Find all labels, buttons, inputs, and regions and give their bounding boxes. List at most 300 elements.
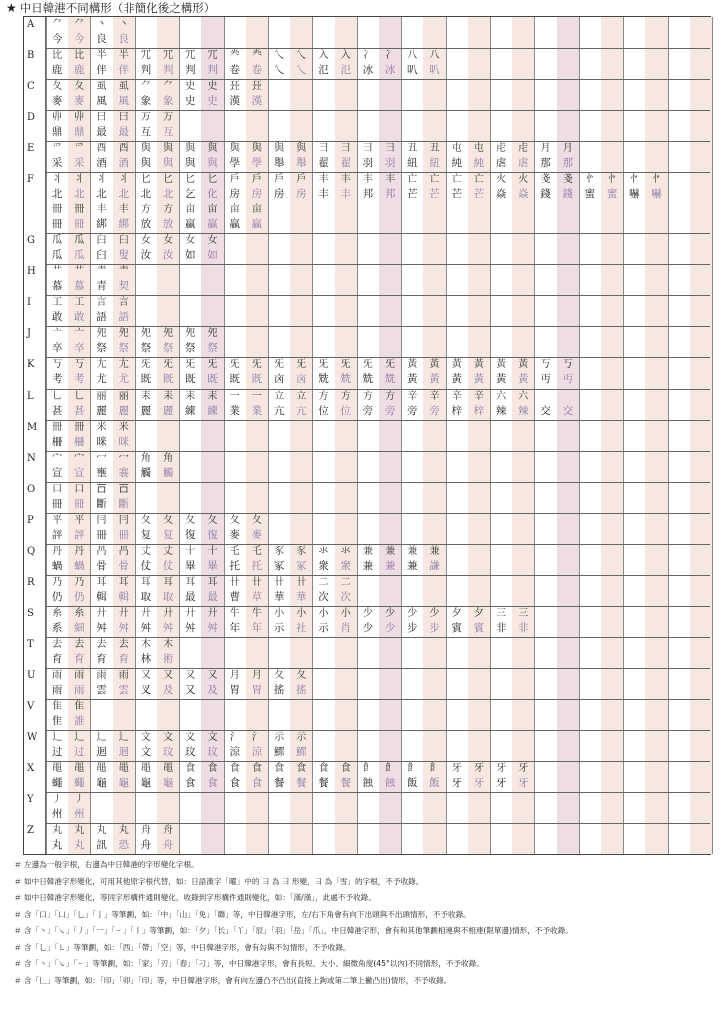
glyph-standard: 兟 <box>318 373 329 386</box>
glyph-variant: 㣺 <box>651 174 662 186</box>
glyph-standard: 黽 <box>52 762 63 774</box>
glyph-standard: 辣 <box>495 404 507 417</box>
glyph-standard: 入 <box>318 50 329 62</box>
glyph-standard: 旡 <box>140 359 151 371</box>
glyph-variant: 丱 <box>74 112 85 124</box>
glyph-standard: 瓜 <box>52 235 63 247</box>
glyph-standard: 嚇 <box>629 188 640 201</box>
glyph-standard: 匕 <box>140 174 151 186</box>
glyph-variant: 乀 <box>296 64 307 77</box>
glyph-standard: 丂 <box>52 359 63 371</box>
glyph-standard: 放 <box>140 218 152 231</box>
glyph-variant: 贏 <box>207 218 218 231</box>
glyph-standard: 丰 <box>318 188 329 201</box>
glyph-variant: 育 <box>74 652 85 665</box>
glyph-standard: 耳 <box>96 576 107 588</box>
glyph-variant: 𠮛 <box>118 483 129 495</box>
glyph-standard: 冊 <box>52 421 63 433</box>
glyph-variant: 學 <box>251 157 263 170</box>
glyph-standard: 鹿 <box>51 64 63 77</box>
glyph-standard: 文 <box>140 745 152 758</box>
glyph-standard: 冃 <box>96 514 107 526</box>
glyph-variant: 虐 <box>518 157 529 170</box>
glyph-variant: 屯 <box>473 143 484 155</box>
glyph-standard: 非 <box>495 621 507 634</box>
glyph-standard: 女 <box>140 235 151 247</box>
row-letter: Q <box>24 544 46 575</box>
glyph-standard: 宀 <box>52 452 63 464</box>
glyph-variant: 仍 <box>74 590 85 603</box>
glyph-standard: 龜 <box>96 776 107 789</box>
glyph-standard: 又 <box>185 683 196 696</box>
glyph-standard: 女 <box>185 235 196 247</box>
glyph-standard: 今 <box>51 33 63 46</box>
glyph-standard: 丂 <box>540 359 551 371</box>
glyph-standard: 食 <box>185 776 196 789</box>
glyph-variant: 亢 <box>296 404 307 417</box>
glyph-variant: 互 <box>162 126 174 139</box>
glyph-standard: 虍 <box>496 143 507 155</box>
glyph-variant: 虍 <box>518 143 529 155</box>
glyph-standard: 隹 <box>51 714 63 727</box>
glyph-standard: 爫 <box>52 143 63 155</box>
glyph-standard: 舟 <box>140 838 152 851</box>
page-title: ★ 中日韓港不同構形（非簡化後之構形） <box>6 1 216 15</box>
glyph-variant: 兼 <box>385 545 396 557</box>
glyph-variant: 最 <box>207 590 218 603</box>
glyph-standard: 糸 <box>52 607 63 619</box>
glyph-variant: 與 <box>163 143 174 155</box>
glyph-standard: 彐 <box>362 143 373 155</box>
glyph-standard: 万 <box>140 112 151 124</box>
glyph-standard: 文 <box>185 731 196 743</box>
glyph-variant: 卷 <box>251 64 263 77</box>
row-letter: X <box>24 761 46 792</box>
glyph-variant: 氺 <box>340 545 351 557</box>
glyph-variant: 牙 <box>518 762 529 774</box>
glyph-variant: 既 <box>207 373 218 386</box>
row-letter: R <box>24 575 46 606</box>
row-letter: K <box>24 357 46 388</box>
component-line <box>46 79 712 94</box>
glyph-standard: 飠 <box>362 762 373 774</box>
row-letter: C <box>24 79 46 110</box>
glyph-standard: 鼎 <box>51 126 63 139</box>
glyph-variant: 丬 <box>118 174 129 186</box>
glyph-standard: 取 <box>140 590 152 603</box>
glyph-variant: 少 <box>385 607 396 619</box>
glyph-standard: 叭 <box>407 64 418 77</box>
note-line: ＃ 含「丶」「㇏」「㇀」等筆劃，如：「家」「刃」「春」「刁」等，中日韓港字形，會有長短、大小、細微角度(45°以內)不同情形，不予收錄。 <box>14 959 484 968</box>
glyph-variant: 耒 <box>207 390 218 402</box>
glyph-standard: 米 <box>96 421 107 433</box>
component-line <box>46 48 712 63</box>
component-line <box>46 792 712 807</box>
glyph-variant: 契 <box>118 280 129 293</box>
glyph-standard: 氾 <box>318 64 329 77</box>
glyph-standard: 氵 <box>229 731 240 743</box>
glyph-variant: 冊 <box>74 218 85 231</box>
glyph-standard: 丱 <box>52 112 63 124</box>
glyph-standard: 飯 <box>407 776 418 789</box>
component-line <box>46 637 712 652</box>
glyph-standard: 兟 <box>362 373 374 386</box>
component-line <box>46 575 712 590</box>
glyph-standard: 又 <box>185 669 196 681</box>
glyph-standard: 語 <box>96 311 107 324</box>
glyph-standard: 匕 <box>185 174 196 186</box>
glyph-variant: 亠 <box>74 328 85 340</box>
glyph-standard: 酒 <box>96 157 107 170</box>
glyph-variant: 風 <box>118 95 129 108</box>
glyph-standard: 食 <box>229 776 240 789</box>
glyph-variant: 示 <box>296 731 307 743</box>
glyph-standard: 丰 <box>96 204 107 216</box>
glyph-variant: 丑 <box>429 143 440 155</box>
glyph-variant: 过 <box>74 745 85 758</box>
glyph-variant: 胃 <box>251 683 263 696</box>
glyph-standard: 黃 <box>407 373 418 386</box>
glyph-variant: 輯 <box>118 590 129 603</box>
glyph-variant: 觸 <box>162 466 174 479</box>
glyph-variant: 辛 <box>473 390 484 402</box>
row-letter: O <box>24 482 46 513</box>
glyph-standard: 少 <box>362 621 374 634</box>
table-row <box>24 233 710 265</box>
glyph-variant: 㣺 <box>607 174 618 186</box>
glyph-standard: 曰 <box>96 112 107 124</box>
glyph-standard: 丿 <box>52 793 63 805</box>
glyph-variant: 與 <box>162 157 174 170</box>
glyph-variant: ⺴ <box>207 50 218 62</box>
glyph-variant: 月 <box>251 669 262 681</box>
character-line <box>46 372 712 387</box>
glyph-standard: 互 <box>140 126 152 139</box>
glyph-standard: 乚 <box>52 390 63 402</box>
glyph-variant: 既 <box>162 373 174 386</box>
glyph-standard: 食 <box>229 762 240 774</box>
glyph-variant: 丰 <box>340 188 351 201</box>
glyph-variant: 綁 <box>118 218 129 231</box>
glyph-variant: 交 <box>562 404 573 417</box>
glyph-variant: 月 <box>562 143 573 155</box>
glyph-standard: 黽 <box>140 762 151 774</box>
glyph-standard: 𠮛 <box>96 483 107 495</box>
glyph-standard: 旡 <box>318 359 329 371</box>
glyph-variant: 鼎 <box>74 126 85 139</box>
component-line <box>46 110 712 125</box>
glyph-variant: 汝 <box>162 249 174 262</box>
table-row <box>24 575 710 607</box>
glyph-standard: 雲 <box>96 683 107 696</box>
glyph-standard: 牙 <box>451 762 462 774</box>
glyph-standard: 耳 <box>185 576 196 588</box>
glyph-variant: 口 <box>74 483 85 495</box>
glyph-standard: 衆 <box>318 559 329 572</box>
glyph-standard: 雨 <box>51 683 63 696</box>
glyph-variant: 餐 <box>296 776 307 789</box>
glyph-standard: 黽 <box>96 762 107 774</box>
component-line <box>46 451 712 466</box>
glyph-standard: 判 <box>140 64 152 77</box>
glyph-variant: 蝸 <box>74 559 85 572</box>
glyph-standard: 育 <box>96 652 107 665</box>
row-letter: W <box>24 730 46 761</box>
glyph-variant: 兟 <box>340 373 351 386</box>
glyph-standard: 林 <box>140 652 152 665</box>
glyph-variant: 涼 <box>251 745 263 758</box>
glyph-variant: 與 <box>207 143 218 155</box>
glyph-variant: 與 <box>251 143 262 155</box>
glyph-standard: 復 <box>185 528 196 541</box>
glyph-variant: 冎 <box>118 545 129 557</box>
glyph-variant: 丶 <box>118 19 129 30</box>
glyph-variant: 匕 <box>207 174 218 186</box>
glyph-variant: 丿 <box>74 793 85 805</box>
glyph-standard: 房 <box>229 188 240 201</box>
glyph-variant: 㠭 <box>251 81 262 93</box>
glyph-standard: 綁 <box>96 218 107 231</box>
glyph-standard: 瓜 <box>51 249 63 262</box>
glyph-variant: 飠 <box>429 762 440 774</box>
glyph-variant: 如 <box>207 249 218 262</box>
glyph-variant: 雨 <box>74 669 85 681</box>
glyph-standard: 飠 <box>407 762 418 774</box>
glyph-variant: 術 <box>162 652 174 665</box>
glyph-variant: 去 <box>74 638 85 650</box>
glyph-standard: 尢 <box>96 359 107 371</box>
glyph-variant: 羽 <box>384 157 396 170</box>
glyph-variant: 與 <box>296 143 307 155</box>
row-letter: F <box>24 172 46 233</box>
glyph-standard: 與 <box>274 143 285 155</box>
glyph-variant: 耳 <box>207 576 218 588</box>
glyph-standard: 華 <box>273 590 285 603</box>
glyph-standard: 芒 <box>407 188 418 201</box>
glyph-standard: 贏 <box>229 218 240 231</box>
glyph-variant: 語 <box>118 311 129 324</box>
glyph-standard: 贏 <box>185 218 196 231</box>
glyph-standard: 虱 <box>96 81 107 93</box>
glyph-standard: 舉 <box>273 157 285 170</box>
glyph-variant: 北 <box>118 188 129 201</box>
glyph-standard: 工 <box>52 297 63 309</box>
glyph-variant: 北 <box>162 188 174 201</box>
glyph-standard: 辶 <box>96 731 107 743</box>
table-row <box>24 761 710 793</box>
glyph-standard: 言 <box>96 297 107 309</box>
glyph-variant: 旁 <box>384 404 396 417</box>
glyph-variant: 衆 <box>340 559 351 572</box>
glyph-standard: 蜜 <box>584 188 596 201</box>
glyph-variant: 丸 <box>118 824 129 836</box>
character-line <box>46 683 712 698</box>
glyph-standard: 戔 <box>540 174 551 186</box>
component-line <box>46 326 712 341</box>
glyph-variant: 辶 <box>74 731 85 743</box>
glyph-standard: 亩 <box>185 204 196 216</box>
glyph-variant: 万 <box>163 112 174 124</box>
character-line <box>46 776 712 791</box>
glyph-standard: 兼 <box>362 559 374 572</box>
glyph-standard: 丬 <box>96 174 107 186</box>
glyph-variant: 旡 <box>207 359 218 371</box>
glyph-standard: 亡 <box>407 174 418 186</box>
glyph-standard: 立 <box>274 390 285 402</box>
glyph-variant: 立 <box>296 390 307 402</box>
glyph-standard: 火 <box>496 174 507 186</box>
glyph-standard: 牛 <box>229 607 240 619</box>
glyph-variant: 州 <box>74 807 85 820</box>
glyph-variant: 女 <box>163 235 174 247</box>
glyph-variant: 瓜 <box>74 235 85 247</box>
glyph-variant: 舟 <box>162 838 174 851</box>
character-line <box>46 63 712 78</box>
glyph-variant: 食 <box>296 762 307 774</box>
glyph-standard: 麗 <box>140 404 152 417</box>
glyph-standard: 龶 <box>96 266 107 278</box>
character-line <box>46 714 712 729</box>
character-line <box>46 125 712 140</box>
glyph-standard: 丸 <box>51 838 63 851</box>
glyph-standard: 州 <box>51 807 63 820</box>
glyph-standard: 與 <box>185 143 196 155</box>
glyph-variant: 叭 <box>429 64 440 77</box>
glyph-standard: 又 <box>140 669 151 681</box>
glyph-standard: 仍 <box>51 590 63 603</box>
glyph-variant: 又 <box>207 669 218 681</box>
glyph-variant: 丸 <box>74 838 85 851</box>
row-letter: J <box>24 326 46 357</box>
glyph-variant: 亩 <box>207 204 218 216</box>
glyph-standard: 如 <box>185 249 196 262</box>
glyph-standard: 去 <box>52 638 63 650</box>
note-line: ＃ 含「乚」「㇄」等筆劃，如：「西」「帶」「空」等，中日韓港字形，會有勾與不勾情形，不予收錄。 <box>14 942 351 952</box>
glyph-standard: 少 <box>407 607 418 619</box>
glyph-variant: 黽 <box>118 762 129 774</box>
glyph-variant: 女 <box>207 235 218 247</box>
row-letter: B <box>24 48 46 79</box>
glyph-variant: 鰥 <box>296 745 307 758</box>
glyph-variant: 牙 <box>518 776 529 789</box>
glyph-variant: 麥 <box>74 95 85 108</box>
glyph-variant: 戶 <box>251 174 262 186</box>
glyph-variant: 方 <box>163 204 174 216</box>
component-line <box>46 730 712 745</box>
glyph-standard: 與 <box>140 143 151 155</box>
glyph-standard: 旡 <box>229 359 240 371</box>
glyph-variant: 慕 <box>74 280 85 293</box>
glyph-standard: 慕 <box>51 280 63 293</box>
glyph-standard: 黃 <box>496 359 507 371</box>
glyph-variant: 龹 <box>251 50 262 62</box>
glyph-standard: 交 <box>540 404 551 417</box>
glyph-standard: 紐 <box>407 157 418 170</box>
character-line <box>46 528 712 543</box>
note-line: ＃ 含「𠃊」等筆劃，如：「印」「卯」「印」等，中日韓港字形，會有向左邊凸不凸出(直接上鉤或第二筆上撇凸出)情形，不予收錄。 <box>14 975 452 985</box>
glyph-standard: 㣺 <box>584 174 595 186</box>
table-row <box>24 482 710 514</box>
glyph-variant: 兼 <box>384 559 396 572</box>
glyph-standard: 黃 <box>407 359 418 371</box>
glyph-variant: 年 <box>251 621 263 634</box>
glyph-table <box>23 16 711 855</box>
table-row <box>24 513 710 545</box>
glyph-variant: 方 <box>340 390 351 402</box>
glyph-standard: 畢 <box>185 559 196 572</box>
glyph-variant: 卄 <box>296 576 307 588</box>
glyph-variant: 爫 <box>74 143 85 155</box>
glyph-variant: 去 <box>118 638 129 650</box>
glyph-variant: 蠅 <box>74 776 85 789</box>
glyph-standard: 黃 <box>451 373 462 386</box>
glyph-variant: 旡 <box>340 359 351 371</box>
glyph-standard: 仗 <box>140 559 152 572</box>
glyph-standard: 辛 <box>451 390 462 402</box>
table-row <box>24 141 710 173</box>
glyph-standard: 方 <box>318 390 329 402</box>
glyph-variant: 與 <box>207 157 218 170</box>
table-row <box>24 172 710 234</box>
glyph-standard: 夂 <box>229 514 240 526</box>
glyph-standard: 年 <box>229 621 240 634</box>
component-line <box>46 233 712 248</box>
glyph-standard: 北 <box>51 188 63 201</box>
glyph-standard: 涼 <box>229 745 240 758</box>
glyph-standard: 夗 <box>96 328 107 340</box>
row-letter: T <box>24 637 46 668</box>
glyph-standard: 比 <box>52 50 63 62</box>
glyph-variant: 翟 <box>340 157 351 170</box>
glyph-standard: 尤 <box>96 373 107 386</box>
glyph-standard: 夗 <box>185 328 196 340</box>
glyph-standard: 牙 <box>495 776 507 789</box>
glyph-variant: 漢 <box>251 95 263 108</box>
component-line <box>46 141 712 156</box>
glyph-standard: 丈 <box>140 545 151 557</box>
glyph-variant: 祭 <box>207 342 218 355</box>
glyph-variant: 三 <box>518 607 529 619</box>
glyph-standard: 評 <box>51 528 63 541</box>
glyph-variant: 旁 <box>429 404 440 417</box>
glyph-standard: 示 <box>318 621 329 634</box>
row-letter: I <box>24 295 46 326</box>
glyph-standard: 耒 <box>185 390 196 402</box>
glyph-standard: 與 <box>140 157 152 170</box>
component-line <box>46 420 712 435</box>
glyph-variant: 芒 <box>473 188 485 201</box>
glyph-standard: 敢 <box>51 311 63 324</box>
glyph-standard: 豕 <box>274 545 285 557</box>
glyph-standard: 梓 <box>451 404 462 417</box>
glyph-standard: 史 <box>185 95 196 108</box>
glyph-variant: 夗 <box>163 328 174 340</box>
glyph-variant: 餐 <box>340 776 351 789</box>
glyph-standard: ⺈ <box>52 19 63 30</box>
glyph-standard: 黃 <box>451 359 462 371</box>
glyph-standard: 月 <box>229 669 240 681</box>
glyph-standard: 廾 <box>96 607 107 619</box>
note-line: ＃ 左邊為一般字根，右邊為中日韓港的字形變化字根。 <box>14 860 199 869</box>
row-letter: E <box>24 141 46 172</box>
character-line <box>46 652 712 667</box>
glyph-variant: 及 <box>207 683 218 696</box>
character-line <box>46 838 712 853</box>
glyph-variant: 丰 <box>340 174 351 186</box>
glyph-variant: 瓜 <box>74 249 85 262</box>
glyph-standard: 牙 <box>451 776 462 789</box>
glyph-standard: 系 <box>51 621 63 634</box>
